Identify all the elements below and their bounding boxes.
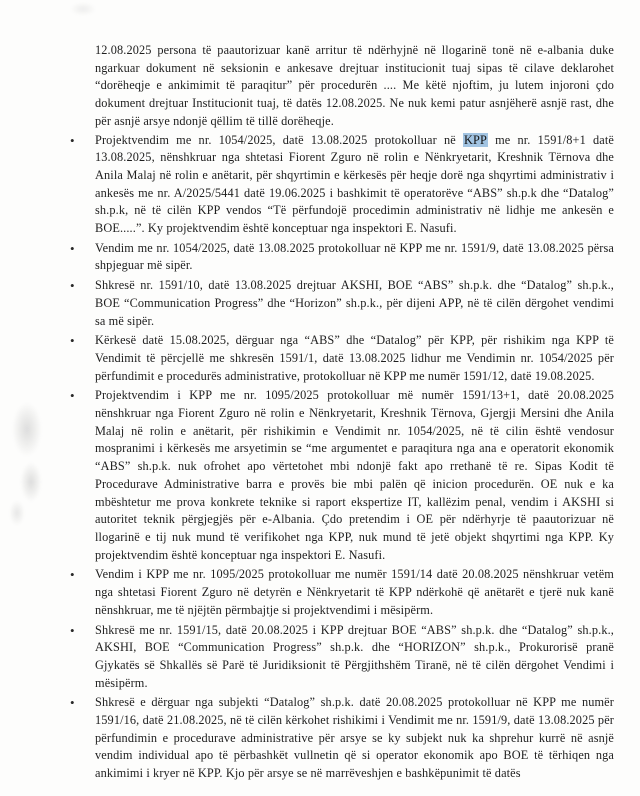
bullet-text-pre: Projektvendim me nr. 1054/2025, datë 13.08.2025 protokolluar në bbox=[95, 132, 463, 147]
scan-artifact bbox=[12, 402, 42, 457]
list-item: • Shkresë me nr. 1591/15, datë 20.08.2025 i KPP drejtuar BOE “ABS” sh.p.k. dhe “Datalog” sh.p.k., AKSHI, BOE “Communication Progress” sh.p.k. dhe “HORIZON” sh.p.k., Prokurorisë pranë Gjykatës së Shkallës së Parë të Juridiksionit të Përgjithshëm Tiranë, në të cilën dërgohet Vendimi i mësipërm. bbox=[95, 622, 614, 693]
scan-artifact bbox=[20, 462, 42, 502]
scan-artifact bbox=[9, 500, 25, 526]
list-item bbox=[95, 132, 614, 238]
scan-artifact bbox=[70, 2, 96, 16]
bullet-text-post: me nr. 1591/8+1 datë 13.08.2025, nënshkruar nga shtetasi Fiorent Zguro në rolin e Nënkryetarit, Kreshnik Tërnova dhe Anila Malaj në rolin e anëtarit, për shqyrtimin e kërkesës për heqje dorë nga shqyrtimi administrativ i ankesës me nr. A/2025/5441 datë 19.06.2025 i bashkimit të operatorëve “ABS” sh.p.k dhe “Datalog” sh.p.k, në të cilën KPP vendos “Të përfundojë procedimin administrativ në lidhje me ankesën e BOE.....”. Ky projektvendim është konceptuar nga inspektori E. Nasufi. bbox=[95, 132, 614, 236]
bullet-list bbox=[95, 132, 614, 783]
list-item: • Shkresë e dërguar nga subjekti “Datalog” sh.p.k. datë 20.08.2025 protokolluar në KPP me numër 1591/16, datë 21.08.2025, në të cilën kërkohet rishikimi i Vendimit me nr. 1591/9, datë 13.08.2025 për përfundimin e procedurave administrative për arsye se ky subjekt nuk ka shprehur kurrë në asnjë vendim individual apo të përbashkët vullnetin që si operator ekonomik apo BOE të tërhiqen nga ankimimi i kryer në KPP. Kjo për arsye se në marrëveshjen e bashkëpunimit të datës bbox=[95, 694, 614, 783]
list-item: • Vendim me nr. 1054/2025, datë 13.08.2025 protokolluar në KPP me nr. 1591/9, datë 13.08.2025 përsa shpjeguar më sipër. bbox=[95, 240, 614, 275]
list-item: • Shkresë nr. 1591/10, datë 13.08.2025 drejtuar AKSHI, BOE “ABS” sh.p.k. dhe “Datalog” sh.p.k., BOE “Communication Progress” dhe “Horizon” sh.p.k., për dijeni APP, në të cilën dërgohet vendimi sa më sipër. bbox=[95, 277, 614, 330]
list-item: • Projektvendim i KPP me nr. 1095/2025 protokolluar më numër 1591/13+1, datë 20.08.2025 nënshkruar nga Fiorent Zguro në rolin e Nënkryetarit, Kreshnik Tërnova, Gjergji Mersini dhe Anila Malaj në rolin e anëtarit, për rishikimin e Vendimit nr. 1054/2025, në të cilin është vendosur mospranimi i kërkesës me arsyetimin se “me argumentet e paraqitura nga ana e operatorit ekonomik “ABS” sh.p.k. nuk ofrohet apo vërtetohet mbi ndonjë fakt apo rrethanë të re. Sipas Kodit të Procedurave Administrative barra e provës bie mbi palën që inicion procedurën. OE nuk e ka mbështetur me prova konkrete teknike si raport ekspertize IT, kallëzim penal, vendim i AKSHI si autoritet teknik përgjegjës për e-Albania. Çdo pretendim i OE për ndërhyrje të paautorizuar në llogarinë e tij nuk mund të verifikohet nga KPP, nuk mund të jetë objekt shqyrtimi nga KPP. Ky projektvendim është konceptuar nga inspektori E. Nasufi. bbox=[95, 387, 614, 564]
list-item: • Vendim i KPP me nr. 1095/2025 protokolluar me numër 1591/14 datë 20.08.2025 nënshkruar vetëm nga shtetasi Fiorent Zguro në detyrën e Nënkryetarit të KPP ndërkohë që anëtarët e tjerë nuk kanë nënshkruar, me të njëjtën përmbajtje si projektvendimi i mësipërm. bbox=[95, 566, 614, 619]
highlighted-text: KPP bbox=[464, 132, 487, 147]
intro-paragraph: 12.08.2025 persona të paautorizuar kanë arritur të ndërhyjnë në llogarinë tonë në e-albania duke ngarkuar dokument në seksionin e ankesave drejtuar institucionit tuaj sipas të cilave deklarohet “dorëheqje e ankimimit të paraqitur” për procedurën .... Me këtë njoftim, ju lutem injoroni çdo dokument drejtuar Institucionit tuaj, të datës 12.08.2025. Ne nuk kemi patur asnjëherë asnjë rast, dhe për asnjë arsye ndonjë qëllim të tillë dorëheqje. bbox=[95, 43, 614, 128]
list-item: • Kërkesë datë 15.08.2025, dërguar nga “ABS” dhe “Datalog” për KPP, për rishikim nga KPP të Vendimit të përcjellë me shkresën 1591/1, datë 13.08.2025 lidhur me Vendimin nr. 1054/2025 për përfundimit e procedurës administrative, protokolluar në KPP me numër 1591/12, datë 19.08.2025. bbox=[95, 332, 614, 385]
